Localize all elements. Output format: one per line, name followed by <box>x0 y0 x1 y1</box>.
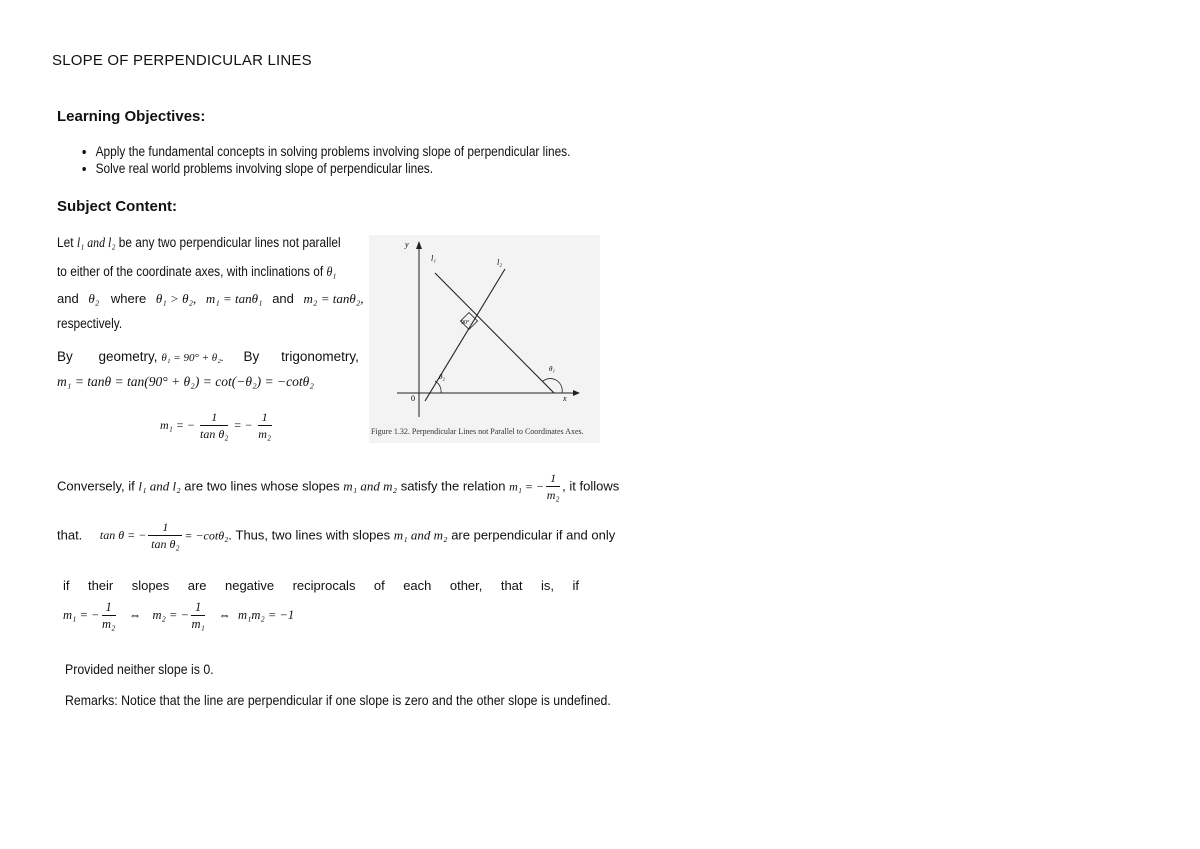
line-l1 <box>435 273 554 393</box>
page-title: SLOPE OF PERPENDICULAR LINES <box>52 52 312 69</box>
origin-label: 0 <box>411 394 415 403</box>
para1-line2: to either of the coordinate axes, with inclinations of θ₁ <box>57 264 337 279</box>
para1-line4: respectively. <box>57 316 123 331</box>
para3: Conversely, if l₁ and l₂ are two lines whose slopes m₁ and m₂ satisfy the relation m₁ = − $\frac{1}{\text{m₂}}$ , it follows <box>57 471 620 502</box>
line-l2 <box>425 269 505 401</box>
figure-perpendicular-lines <box>369 235 600 443</box>
para2-line1: By geometry, θ₁ = 90° + θ₂. By trigonometry, <box>57 349 359 364</box>
para1-line3: and θ₂ where θ₁ > θ₂, m₁ = tanθ₁ and m₂ = tanθ₂, <box>57 291 364 306</box>
objective-item: • Apply the fundamental concepts in solving problems involving slope of perpendicular lines. <box>96 144 606 159</box>
y-arrow-icon <box>416 241 422 249</box>
subject-content-heading: Subject Content: <box>57 198 177 215</box>
theta2-label: θ₂ <box>439 373 445 381</box>
l2-label: l₂ <box>497 258 503 267</box>
perpendicular-condition-eq: m₁ = − $\frac{1}{\text{m₂}}$ ⇔ m₂ = − $\frac{1}{\text{m₁}}$ ⇔ m₁m₂ = −1 <box>63 600 295 631</box>
para2-trig-eq: m₁ = tanθ = tan(90° + θ₂) = cot(−θ₂) = −cotθ₂ <box>57 374 314 389</box>
para1-line1: Let l₁ and l₂ be any two perpendicular lines not parallel <box>57 235 341 250</box>
para5-words: if their slopes are negative reciprocals of each other, that is, if <box>63 578 579 593</box>
para4: that. tan θ = − $\frac{1}{\text{tan θ₂}}$ = −cotθ₂. Thus, two lines with slopes m₁ and m₂ are perpendicular if and only <box>57 520 616 551</box>
objective-item: • Solve real world problems involving slope of perpendicular lines. <box>96 161 606 176</box>
figure-graph <box>369 235 600 443</box>
right-angle-label: 90° <box>461 320 470 326</box>
l1-label: l₁ <box>431 254 437 263</box>
figure-caption: Figure 1.32. Perpendicular Lines not Parallel to Coordinates Axes. <box>371 427 584 436</box>
remarks-note: Remarks: Notice that the line are perpendicular if one slope is zero and the other slope is undefined. <box>65 692 611 708</box>
objectives-list <box>78 144 606 178</box>
x-arrow-icon <box>573 390 580 396</box>
theta1-label: θ₁ <box>549 365 555 373</box>
provided-note: Provided neither slope is 0. <box>65 661 214 677</box>
x-label: x <box>563 394 567 403</box>
slope-relation-eq: m₁ = − $\frac{1}{\text{tan θ₂}}$ = − $\frac{1}{\text{m₂}}$ <box>160 410 272 441</box>
learning-objectives-heading: Learning Objectives: <box>57 108 206 125</box>
y-label: y <box>405 240 409 249</box>
